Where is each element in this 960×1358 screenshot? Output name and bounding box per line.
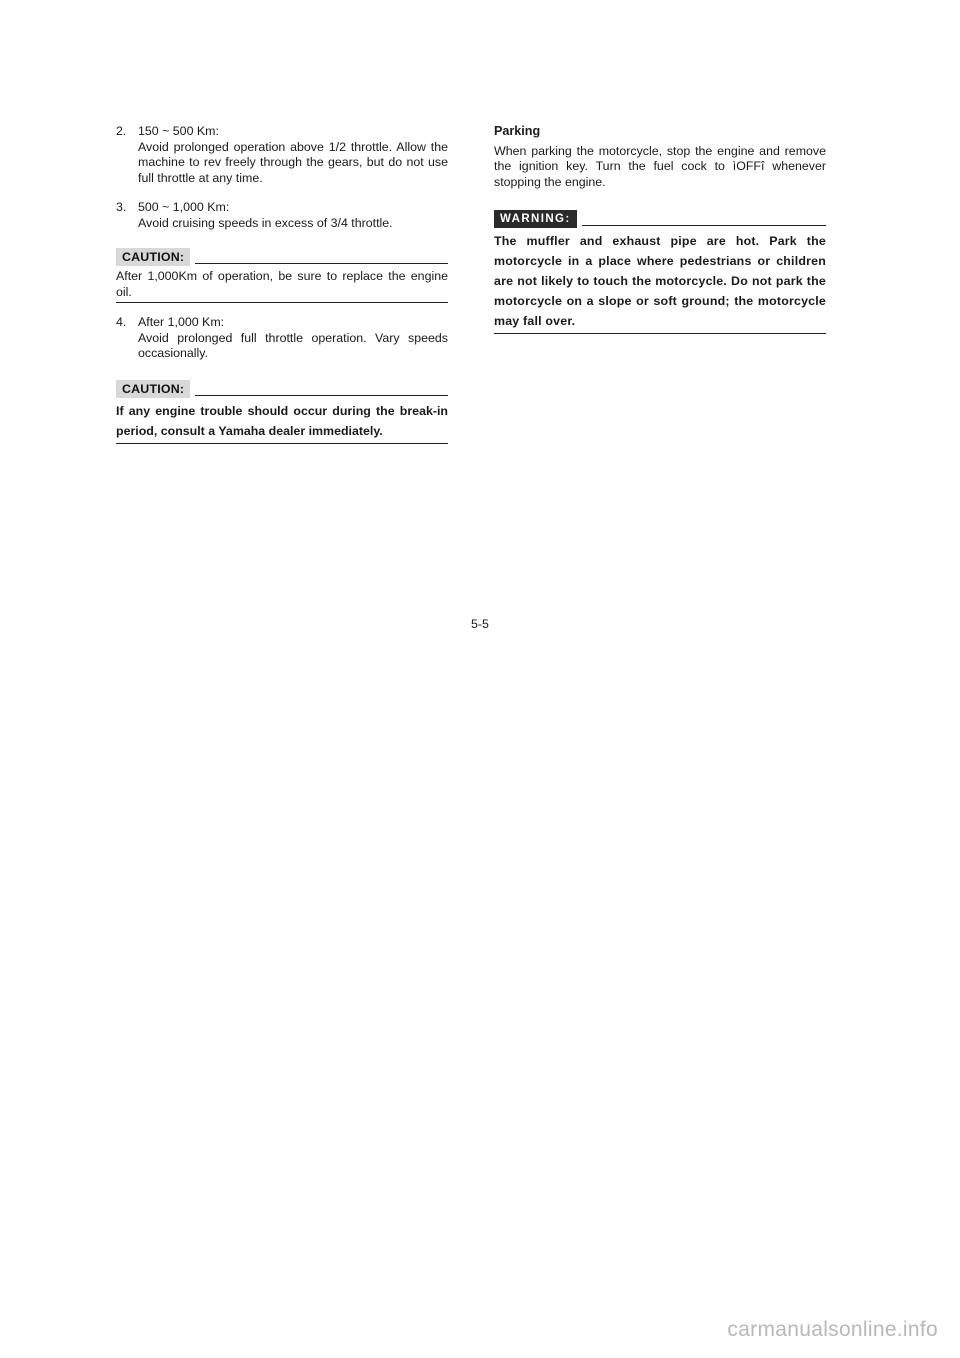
- divider: [116, 302, 448, 303]
- step-4: [116, 315, 448, 362]
- warning-text: The muffler and exhaust pipe are hot. Park the motorcycle in a place where pedestrians or children are not likely to touch the motorcycle. Do not park the motorcycle on a slope or soft ground; the motorcycle may fall over.: [494, 234, 826, 328]
- divider: [195, 395, 448, 396]
- step-number: 3.: [116, 200, 127, 214]
- caution-text: After 1,000Km of operation, be sure to replace the engine oil.: [116, 269, 448, 299]
- step-2: [116, 124, 448, 186]
- divider: [494, 333, 826, 334]
- step-text: Avoid prolonged operation above 1/2 throttle. Allow the machine to rev freely through the gears, but do not use full throttle at any time.: [138, 139, 448, 185]
- step-number: 4.: [116, 315, 127, 329]
- right-column: [494, 124, 826, 334]
- caution-text: If any engine trouble should occur during the break-in period, consult a Yamaha dealer immediately.: [116, 403, 448, 438]
- step-text: Avoid prolonged full throttle operation. Vary speeds occasionally.: [138, 330, 448, 360]
- step-number: 2.: [116, 124, 127, 138]
- divider: [116, 443, 448, 444]
- caution-notice: [116, 380, 448, 444]
- warning-notice: [494, 210, 826, 334]
- divider: [195, 263, 448, 264]
- page-number: 5-5: [471, 617, 489, 631]
- step-heading: After 1,000 Km:: [138, 315, 225, 329]
- step-text: Avoid cruising speeds in excess of 3/4 throttle.: [138, 215, 393, 230]
- section-title: Parking: [494, 124, 541, 138]
- step-heading: 150 ~ 500 Km:: [138, 124, 219, 138]
- step-3: [116, 200, 448, 231]
- left-column: [116, 124, 448, 444]
- caution-notice: [116, 248, 448, 303]
- watermark: carmanualsonline.info: [727, 1318, 938, 1341]
- parking-paragraph: When parking the motorcycle, stop the engine and remove the ignition key. Turn the fuel cock to ìOFFî whenever stopping the engine.: [494, 143, 826, 189]
- step-heading: 500 ~ 1,000 Km:: [138, 200, 230, 214]
- warning-label: WARNING:: [494, 210, 577, 228]
- caution-label: CAUTION:: [116, 380, 190, 398]
- caution-label: CAUTION:: [116, 248, 190, 266]
- divider: [582, 225, 826, 226]
